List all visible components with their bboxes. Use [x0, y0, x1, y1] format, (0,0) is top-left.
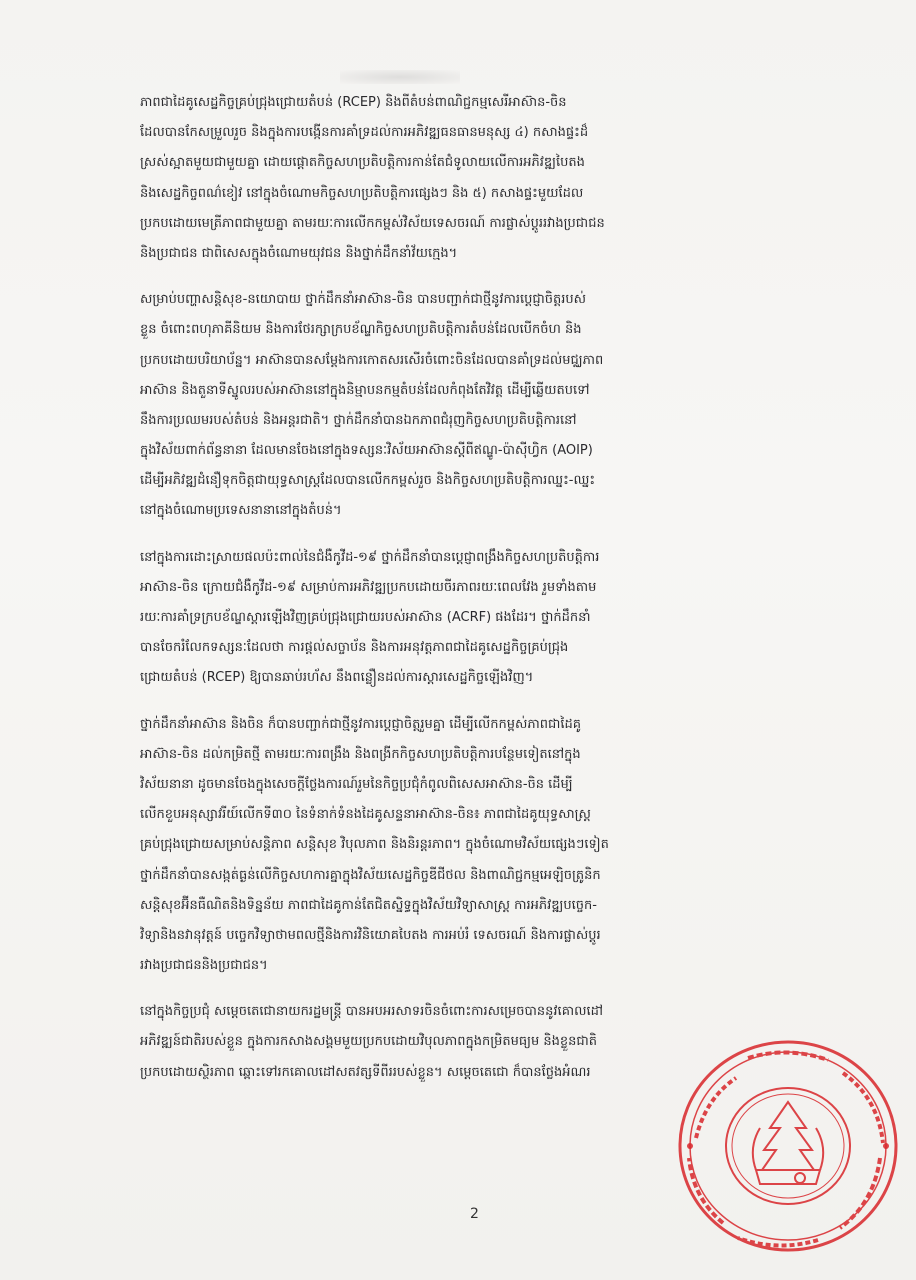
text-line: បានចែករំលែកទស្សនៈដែលថា ការផ្តល់សច្ចាប័ន និងការអនុវត្តភាពជាដៃគូសេដ្ឋកិច្ចគ្រប់ជ្រុង [140, 640, 569, 656]
text-line: ប្រកបដោយស្ថិរភាព ឆ្ពោះទៅរកគោលដៅសតវត្សទីពីររបស់ខ្លួន។ សម្តេចតេជោ ក៏បានថ្លែងអំណរ [140, 1064, 591, 1080]
paragraph-2 [140, 285, 822, 527]
scan-smudge [340, 70, 460, 84]
text-line: ជ្រោយតំបន់ (RCEP) ឱ្យបានឆាប់រហ័ស នឹងពន្លឿនដល់ការស្តារសេដ្ឋកិច្ចឡើងវិញ។ [140, 670, 534, 686]
text-line: គ្រប់ជ្រុងជ្រោយសម្រាប់សន្តិភាព សន្តិសុខ វិបុលភាព និងនិរន្តរភាព។ ក្នុងចំណោមវិស័យផ្សេងៗទៀត [140, 837, 609, 853]
paragraph-4 [140, 710, 822, 982]
text-line: នៅក្នុងកិច្ចប្រជុំ សម្តេចតេជោនាយករដ្ឋមន្ត្រី បានអបអរសាទរចិនចំពោះការសម្រេចបាននូវគោលដៅ [140, 1004, 603, 1020]
text-line: ភាពជាដៃគូសេដ្ឋកិច្ចគ្រប់ជ្រុងជ្រោយតំបន់ (RCEP) និងពីតំបន់ពាណិជ្ជកម្មសេរីអាស៊ាន-ចិន [140, 95, 567, 110]
text-line: និងសេដ្ឋកិច្ចពណ៌ខៀវ នៅក្នុងចំណោមកិច្ចសហប្រតិបត្តិការផ្សេងៗ និង ៥) កសាងផ្ទះមួយដែល [140, 185, 584, 201]
text-line: អភិវឌ្ឍន៍ជាតិរបស់ខ្លួន ក្នុងការកសាងសង្គមមួយប្រកបដោយវិបុលភាពក្នុងកម្រិតមធ្យម និងខ្លួនជាតិ [140, 1034, 597, 1050]
text-line: រយៈការគាំទ្រក្របខ័ណ្ឌស្តារឡើងវិញគ្រប់ជ្រុងជ្រោយរបស់អាស៊ាន (ACRF) ផងដែរ។ ថ្នាក់ដឹកនាំ [140, 610, 591, 625]
text-line: ស្រស់ស្អាតមួយជាមួយគ្នា ដោយផ្តោតកិច្ចសហប្រតិបត្តិការកាន់តែជំទូលាយលើការអភិវឌ្ឍបៃតង [140, 155, 585, 171]
text-line: អាស៊ាន-ចិន ដល់កម្រិតថ្មី តាមរយៈការពង្រឹង និងពង្រីកកិច្ចសហប្រតិបត្តិការបន្ថែមទៀតនៅក្នុង [140, 746, 581, 762]
text-line: និងប្រជាជន ជាពិសេសក្នុងចំណោមយុវជន និងថ្នាក់ដឹកនាំវ័យក្មេង។ [140, 245, 458, 261]
text-line: វិទ្យានិងនវានុវត្តន៍ បច្ចេកវិទ្យាថាមពលថ្មីនិងការវិនិយោគបៃតង ការអប់រំ ទេសចរណ៍ និងការផ្លាស់ប្តូរ [140, 927, 601, 943]
paragraph-5 [140, 997, 822, 1088]
text-line: នៅក្នុងការដោះស្រាយផលប៉ះពាល់នៃជំងឺកូវីដ-១៩ ថ្នាក់ដឹកនាំបានប្តេជ្ញាពង្រឹងកិច្ចសហប្រតិបត្តិការ [140, 549, 600, 565]
text-line: ដើម្បីអភិវឌ្ឍដំនឿទុកចិត្តជាយុទ្ធសាស្រ្តដែលបានលើកកម្ពស់រួច និងកិច្ចសហប្រតិបត្តិការឈ្នះ-ឈ្នះ [140, 473, 596, 489]
text-line: ដែលបានកែសម្រួលរួច និងក្នុងការបង្កើនការគាំទ្រដល់ការអភិវឌ្ឍធនធានមនុស្ស ៤) កសាងផ្ទះដ៏ [140, 125, 589, 141]
text-line: ថ្នាក់ដឹកនាំបានសង្កត់ធ្ងន់លើកិច្ចសហការគ្នាក្នុងវិស័យសេដ្ឋកិច្ចឌីជីថល និងពាណិជ្ជកម្មអេឡិចត្រូនិក [140, 867, 601, 883]
text-line: ថ្នាក់ដឹកនាំអាស៊ាន និងចិន ក៏បានបញ្ជាក់ជាថ្មីនូវការប្តេជ្ញាចិត្តរួមគ្នា ដើម្បីលើកកម្ពស់ភាពជាដៃគូ [140, 716, 581, 732]
paragraph-1 [140, 88, 822, 269]
text-line: ប្រកបដោយមេត្រីភាពជាមួយគ្នា តាមរយៈការលើកកម្ពស់វិស័យទេសចរណ៍ ការផ្លាស់ប្តូររវាងប្រជាជន [140, 215, 605, 231]
paragraph-3 [140, 543, 822, 694]
text-line: ក្នុងវិស័យពាក់ព័ន្ធនានា ដែលមានចែងនៅក្នុងទស្សនៈវិស័យអាស៊ានស្តីពីឥណ្ឌូ-ប៉ាស៊ីហ្វិក (AOIP) [140, 443, 593, 459]
text-line: សន្តិសុខអ៊ីនធឺណិតនិងទិន្នន័យ ភាពជាដៃគូកាន់តែជិតស្និទ្ធក្នុងវិស័យវិទ្យាសាស្ត្រ ការអភិវឌ្ឍបច្ចេក- [140, 897, 597, 913]
text-line: នឹងការប្រឈមរបស់តំបន់ និងអន្តរជាតិ។ ថ្នាក់ដឹកនាំបានឯកភាពជំរុញកិច្ចសហប្រតិបត្តិការនៅ [140, 412, 577, 428]
text-line: លើកខួបអនុស្សាវរីយ៍លើកទី៣០ នៃទំនាក់ទំនងដៃគូសន្ទនាអាស៊ាន-ចិន៖ ភាពជាដៃគូយុទ្ធសាស្រ្ត [140, 807, 591, 823]
text-line: អាស៊ាន និងតួនាទីស្នូលរបស់អាស៊ាននៅក្នុងនិម្មាបនកម្មតំបន់ដែលកំពុងតែវិវត្ត ដើម្បីឆ្លើយតបទៅ [140, 382, 590, 398]
page-number: 2 [470, 1206, 479, 1222]
text-line: នៅក្នុងចំណោមប្រទេសនានានៅក្នុងតំបន់។ [140, 503, 342, 519]
text-line: រវាងប្រជាជននិងប្រជាជន។ [140, 958, 268, 974]
text-line: ខ្លួន ចំពោះពហុភាគីនិយម និងការថែរក្សាក្របខ័ណ្ឌកិច្ចសហប្រតិបត្តិការតំបន់ដែលបើកចំហ និង [140, 322, 582, 338]
text-line: អាស៊ាន-ចិន ក្រោយជំងឺកូវីដ-១៩ សម្រាប់ការអភិវឌ្ឍប្រកបដោយចីរភាពរយៈពេលវែង រួមទាំងតាម [140, 579, 597, 595]
text-line: វិស័យនានា ដូចមានចែងក្នុងសេចក្តីថ្លែងការណ៍រួមនៃកិច្ចប្រជុំកំពូលពិសេសអាស៊ាន-ចិន ដើម្បី [140, 776, 573, 792]
text-line: សម្រាប់បញ្ហាសន្តិសុខ-នយោបាយ ថ្នាក់ដឹកនាំអាស៊ាន-ចិន បានបញ្ជាក់ជាថ្មីនូវការប្តេជ្ញាចិត្តរបស់ [140, 292, 586, 308]
text-line: ប្រកបដោយបរិយាប័ន្ន។ អាស៊ានបានសម្តែងការកោតសរសើរចំពោះចិនដែលបានគាំទ្រដល់មជ្ឈភាព [140, 352, 604, 368]
document-body [140, 88, 822, 1104]
